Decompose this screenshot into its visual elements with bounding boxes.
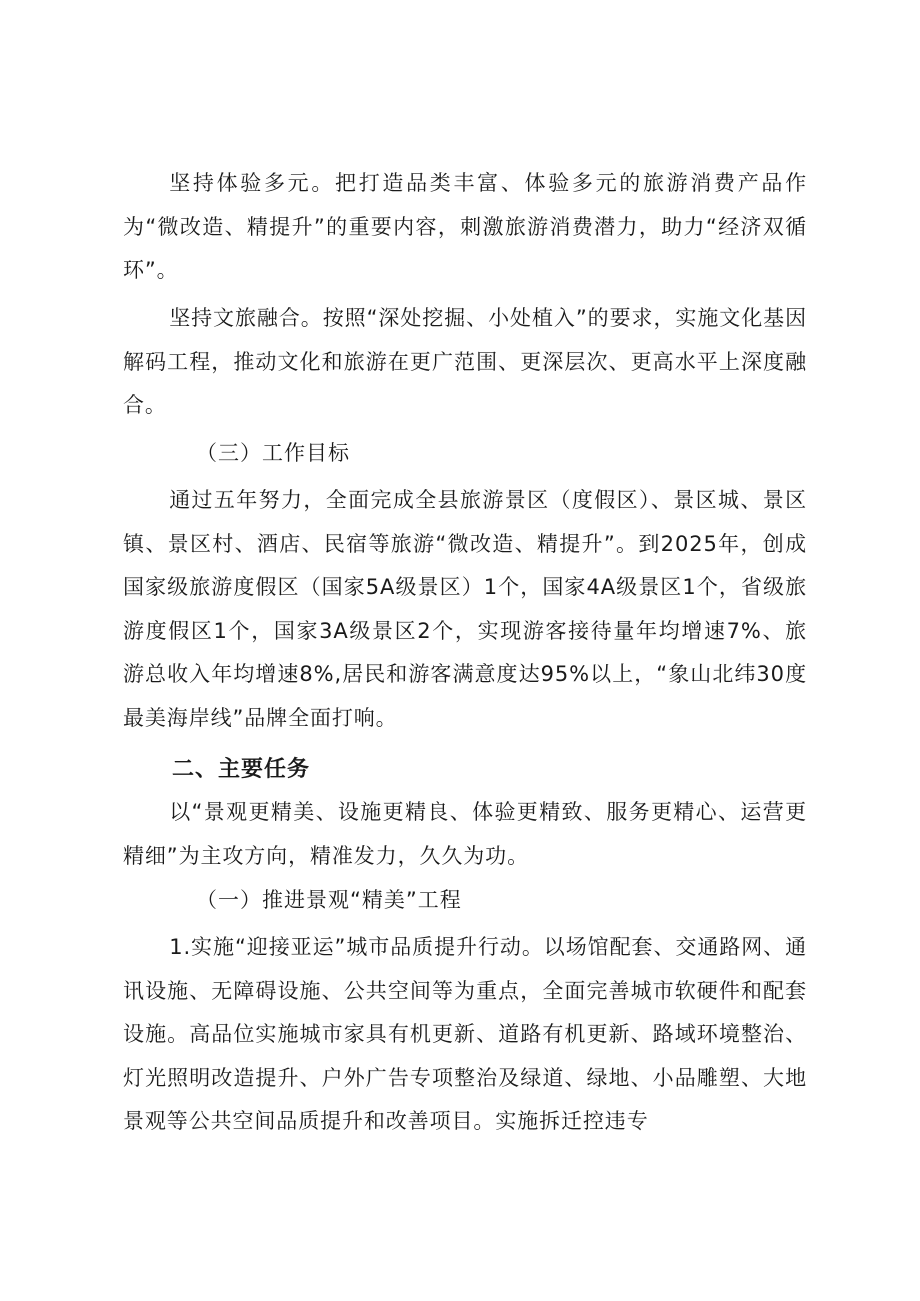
paragraph-tasks: 以“景观更精美、设施更精良、体验更精致、服务更精心、运营更精细”为主攻方向，精准发力，久久为功。 [123,800,807,868]
section-heading-main-tasks: 二、主要任务 [172,757,311,782]
paragraph-culture: 坚持文旅融合。按照“深处挖掘、小处植入”的要求，实施文化基因解码工程，推动文化和旅游在更广范围、更深层次、更高水平上深度融合。 [123,306,807,417]
paragraph-goals: 通过五年努力，全面完成全县旅游景区（度假区）、景区城、景区镇、景区村、酒店、民宿等旅游“微改造、精提升”。到2025年，创成国家级旅游度假区（国家5A级景区）1个，国家4A级景区1个，省级旅游度假区1个，国家3A级景区2个，实现游客接待量年均增速7%、旅游总收入年均增速8%,居民和游客满意度达95%以上，“象山北纬30度最美海岸线”品牌全面打响。 [123,488,807,730]
subheading-work-goals: （三）工作目标 [196,441,350,465]
paragraph-experience: 坚持体验多元。把打造品类丰富、体验多元的旅游消费产品作为“微改造、精提升”的重要内容，刺激旅游消费潜力，助力“经济双循环”。 [123,171,807,282]
subheading-landscape: （一）推进景观“精美”工程 [196,888,462,912]
paragraph-item-1: 1.实施“迎接亚运”城市品质提升行动。以场馆配套、交通路网、通讯设施、无障碍设施、公共空间等为重点，全面完善城市软硬件和配套设施。高品位实施城市家具有机更新、道路有机更新、路域环境整治、灯光照明改造提升、户外广告专项整治及绿道、绿地、小品雕塑、大地景观等公共空间品质提升和改善项目。实施拆迁控违专 [123,935,807,1133]
